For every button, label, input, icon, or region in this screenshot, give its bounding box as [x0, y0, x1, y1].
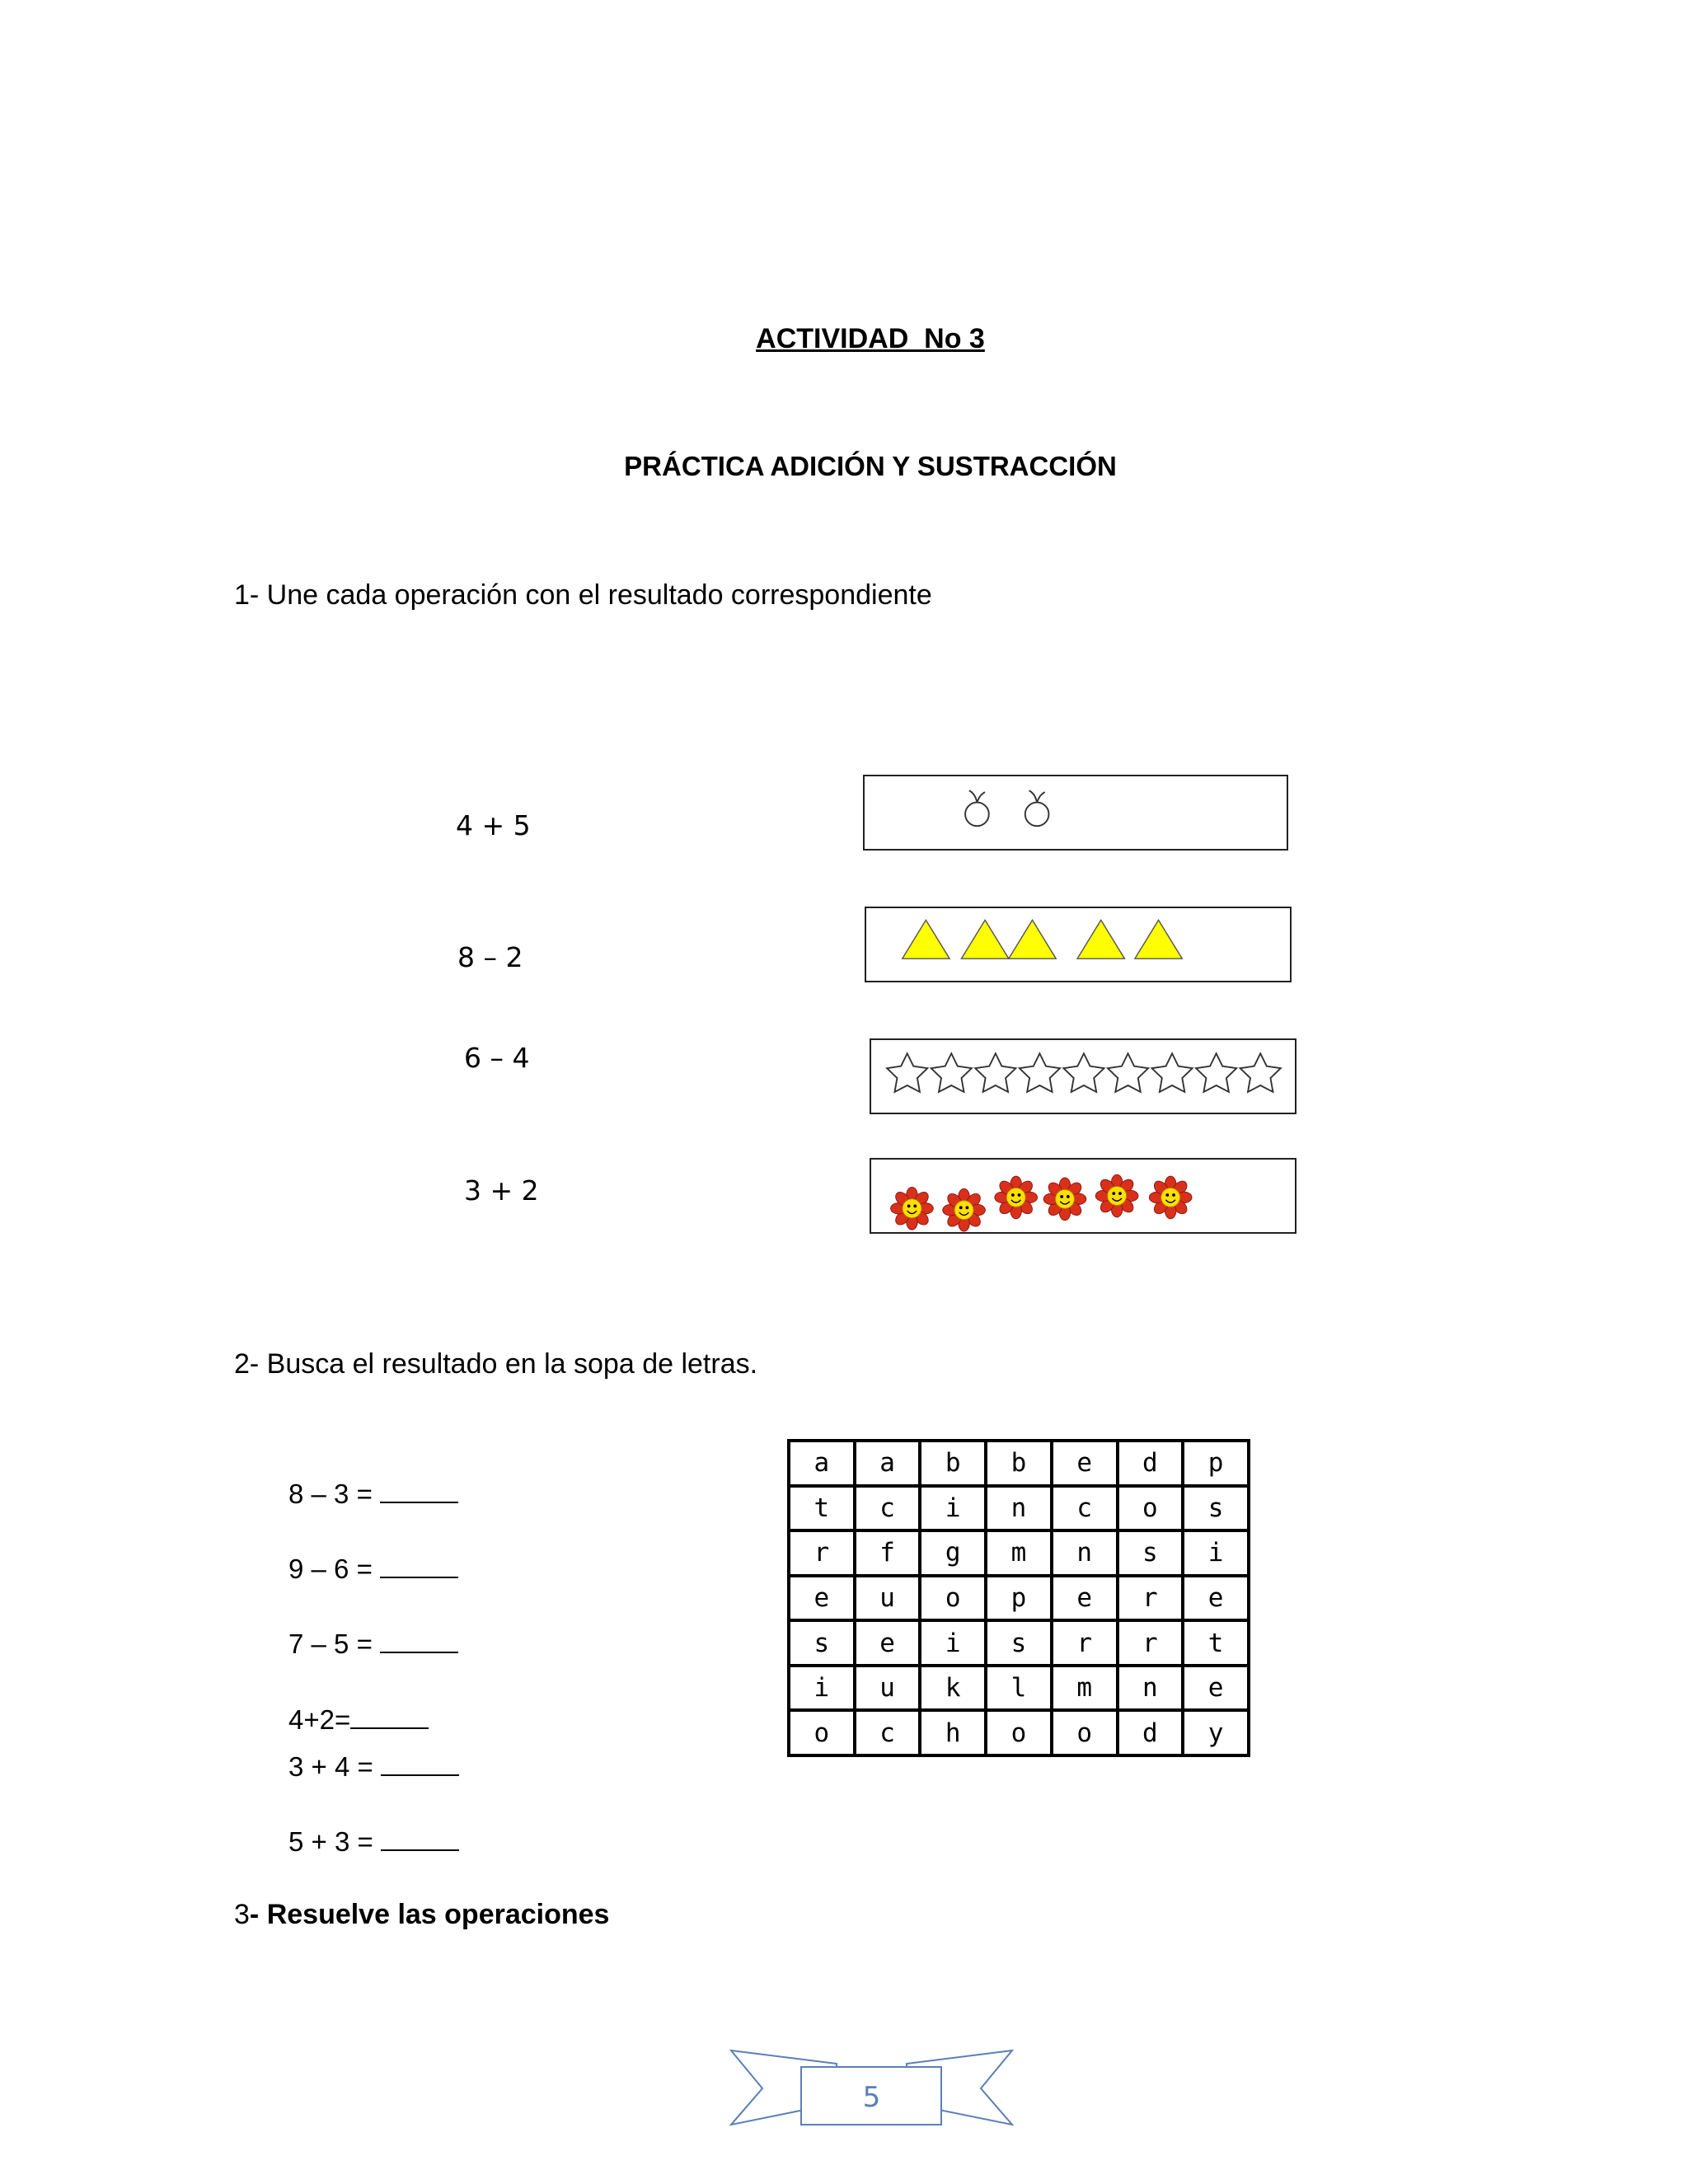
star-outline-icon: [931, 1053, 972, 1092]
grid-cell[interactable]: e: [1053, 1577, 1116, 1619]
grid-cell[interactable]: o: [987, 1712, 1050, 1754]
exercise-row: [288, 1627, 458, 1660]
grid-cell[interactable]: t: [1184, 1622, 1247, 1664]
grid-cell[interactable]: h: [921, 1712, 984, 1754]
grid-cell[interactable]: b: [987, 1442, 1050, 1484]
grid-cell[interactable]: f: [856, 1532, 919, 1574]
star-outline-icon: [1240, 1053, 1281, 1092]
grid-cell[interactable]: i: [1184, 1532, 1247, 1574]
grid-cell[interactable]: n: [1053, 1532, 1116, 1574]
apple-outline-icon: [965, 790, 989, 826]
grid-cell[interactable]: o: [921, 1577, 984, 1619]
grid-row: [790, 1577, 1247, 1619]
star-outline-icon: [1152, 1053, 1193, 1092]
grid-cell[interactable]: i: [790, 1667, 853, 1709]
grid-cell[interactable]: i: [921, 1622, 984, 1664]
page-title: ACTIVIDAD No 3: [756, 323, 985, 354]
grid-cell[interactable]: s: [790, 1622, 853, 1664]
smiling-flower-icon: [995, 1176, 1038, 1219]
flowers-group: [871, 1160, 1295, 1232]
grid-cell[interactable]: r: [790, 1532, 853, 1574]
result-box-apples[interactable]: [863, 775, 1288, 851]
section-3-label: - Resuelve las operaciones: [249, 1899, 610, 1930]
grid-cell[interactable]: g: [921, 1532, 984, 1574]
grid-cell[interactable]: d: [1119, 1442, 1182, 1484]
grid-row: [790, 1488, 1247, 1530]
grid-cell[interactable]: e: [856, 1622, 919, 1664]
smiling-flower-icon: [1043, 1178, 1086, 1221]
operation-label: 6 – 4: [464, 1042, 530, 1074]
grid-cell[interactable]: e: [790, 1577, 853, 1619]
operation-label: 4 + 5: [456, 809, 531, 841]
grid-row: [790, 1622, 1247, 1664]
grid-row: [790, 1442, 1247, 1484]
answer-blank[interactable]: [380, 1477, 458, 1503]
grid-cell[interactable]: a: [856, 1442, 919, 1484]
grid-cell[interactable]: m: [1053, 1667, 1116, 1709]
grid-cell[interactable]: s: [1184, 1488, 1247, 1530]
grid-cell[interactable]: c: [856, 1712, 919, 1754]
grid-cell[interactable]: e: [1184, 1577, 1247, 1619]
operation-label: 3 + 2: [464, 1174, 539, 1207]
exercise-row: [288, 1477, 458, 1510]
exercise-label: 4+2=: [288, 1704, 351, 1735]
exercise-row: [288, 1825, 459, 1858]
exercise-label: 3 + 4 =: [288, 1751, 381, 1782]
smiling-flower-icon: [1149, 1176, 1192, 1219]
exercise-label: 9 – 6 =: [288, 1554, 381, 1584]
exercise-label: 8 – 3 =: [288, 1479, 381, 1509]
grid-cell[interactable]: d: [1119, 1712, 1182, 1754]
grid-row: [790, 1667, 1247, 1709]
result-box-triangles[interactable]: [865, 907, 1292, 982]
yellow-triangle-icon: [1009, 920, 1056, 958]
grid-row: [790, 1532, 1247, 1574]
exercise-label: 5 + 3 =: [288, 1826, 381, 1857]
smiling-flower-icon: [943, 1188, 986, 1231]
yellow-triangle-icon: [1077, 920, 1124, 958]
grid-cell[interactable]: o: [1053, 1712, 1116, 1754]
grid-cell[interactable]: n: [1119, 1667, 1182, 1709]
result-box-flowers[interactable]: [870, 1158, 1296, 1234]
apples-group: [865, 776, 1287, 849]
grid-cell[interactable]: m: [987, 1532, 1050, 1574]
section-1-instruction: 1- Une cada operación con el resultado correspondiente: [234, 579, 932, 611]
grid-cell[interactable]: r: [1053, 1622, 1116, 1664]
star-outline-icon: [1196, 1053, 1236, 1092]
grid-cell[interactable]: a: [790, 1442, 853, 1484]
grid-cell[interactable]: p: [1184, 1442, 1247, 1484]
grid-cell[interactable]: s: [987, 1622, 1050, 1664]
grid-cell[interactable]: y: [1184, 1712, 1247, 1754]
grid-cell[interactable]: o: [790, 1712, 853, 1754]
operation-label: 8 – 2: [457, 941, 523, 973]
section-3-instruction: [234, 1899, 609, 1931]
star-outline-icon: [1020, 1053, 1060, 1092]
page-subtitle: PRÁCTICA ADICIÓN Y SUSTRACCIÓN: [624, 451, 1117, 481]
result-box-stars[interactable]: [870, 1038, 1296, 1114]
star-outline-icon: [1063, 1053, 1104, 1092]
star-outline-icon: [1108, 1053, 1148, 1092]
grid-cell[interactable]: b: [921, 1442, 984, 1484]
star-outline-icon: [887, 1053, 927, 1092]
grid-cell[interactable]: p: [987, 1577, 1050, 1619]
section-3-number: 3: [234, 1899, 250, 1930]
word-search-grid: [787, 1439, 1250, 1757]
smiling-flower-icon: [891, 1187, 934, 1230]
grid-cell[interactable]: e: [1184, 1667, 1247, 1709]
page-number: 5: [862, 2081, 881, 2114]
exercise-label: 7 – 5 =: [288, 1629, 381, 1659]
stars-group: [871, 1040, 1295, 1113]
grid-cell[interactable]: s: [1119, 1532, 1182, 1574]
grid-cell[interactable]: o: [1119, 1488, 1182, 1530]
answer-blank[interactable]: [381, 1825, 459, 1851]
yellow-triangle-icon: [903, 920, 950, 958]
smiling-flower-icon: [1095, 1174, 1138, 1217]
grid-cell[interactable]: t: [790, 1488, 853, 1530]
answer-blank[interactable]: [380, 1552, 458, 1578]
answer-blank[interactable]: [350, 1703, 429, 1729]
apple-outline-icon: [1025, 790, 1049, 826]
grid-row: [790, 1712, 1247, 1754]
grid-cell[interactable]: k: [921, 1667, 984, 1709]
exercise-row: [288, 1552, 458, 1585]
grid-cell[interactable]: r: [1119, 1622, 1182, 1664]
exercise-row: [288, 1750, 459, 1783]
grid-cell[interactable]: c: [1053, 1488, 1116, 1530]
section-2-instruction: 2- Busca el resultado en la sopa de letras.: [234, 1348, 758, 1380]
star-outline-icon: [975, 1053, 1015, 1092]
grid-cell[interactable]: e: [1053, 1442, 1116, 1484]
yellow-triangle-icon: [1135, 920, 1182, 958]
grid-cell[interactable]: u: [856, 1577, 919, 1619]
grid-cell[interactable]: r: [1119, 1577, 1182, 1619]
answer-blank[interactable]: [380, 1627, 458, 1653]
grid-cell[interactable]: i: [921, 1488, 984, 1530]
exercise-row: [288, 1703, 429, 1736]
yellow-triangle-icon: [961, 920, 1008, 958]
grid-cell[interactable]: n: [987, 1488, 1050, 1530]
grid-cell[interactable]: u: [856, 1667, 919, 1709]
grid-cell[interactable]: l: [987, 1667, 1050, 1709]
answer-blank[interactable]: [381, 1750, 459, 1776]
triangles-group: [866, 908, 1290, 981]
grid-cell[interactable]: c: [856, 1488, 919, 1530]
